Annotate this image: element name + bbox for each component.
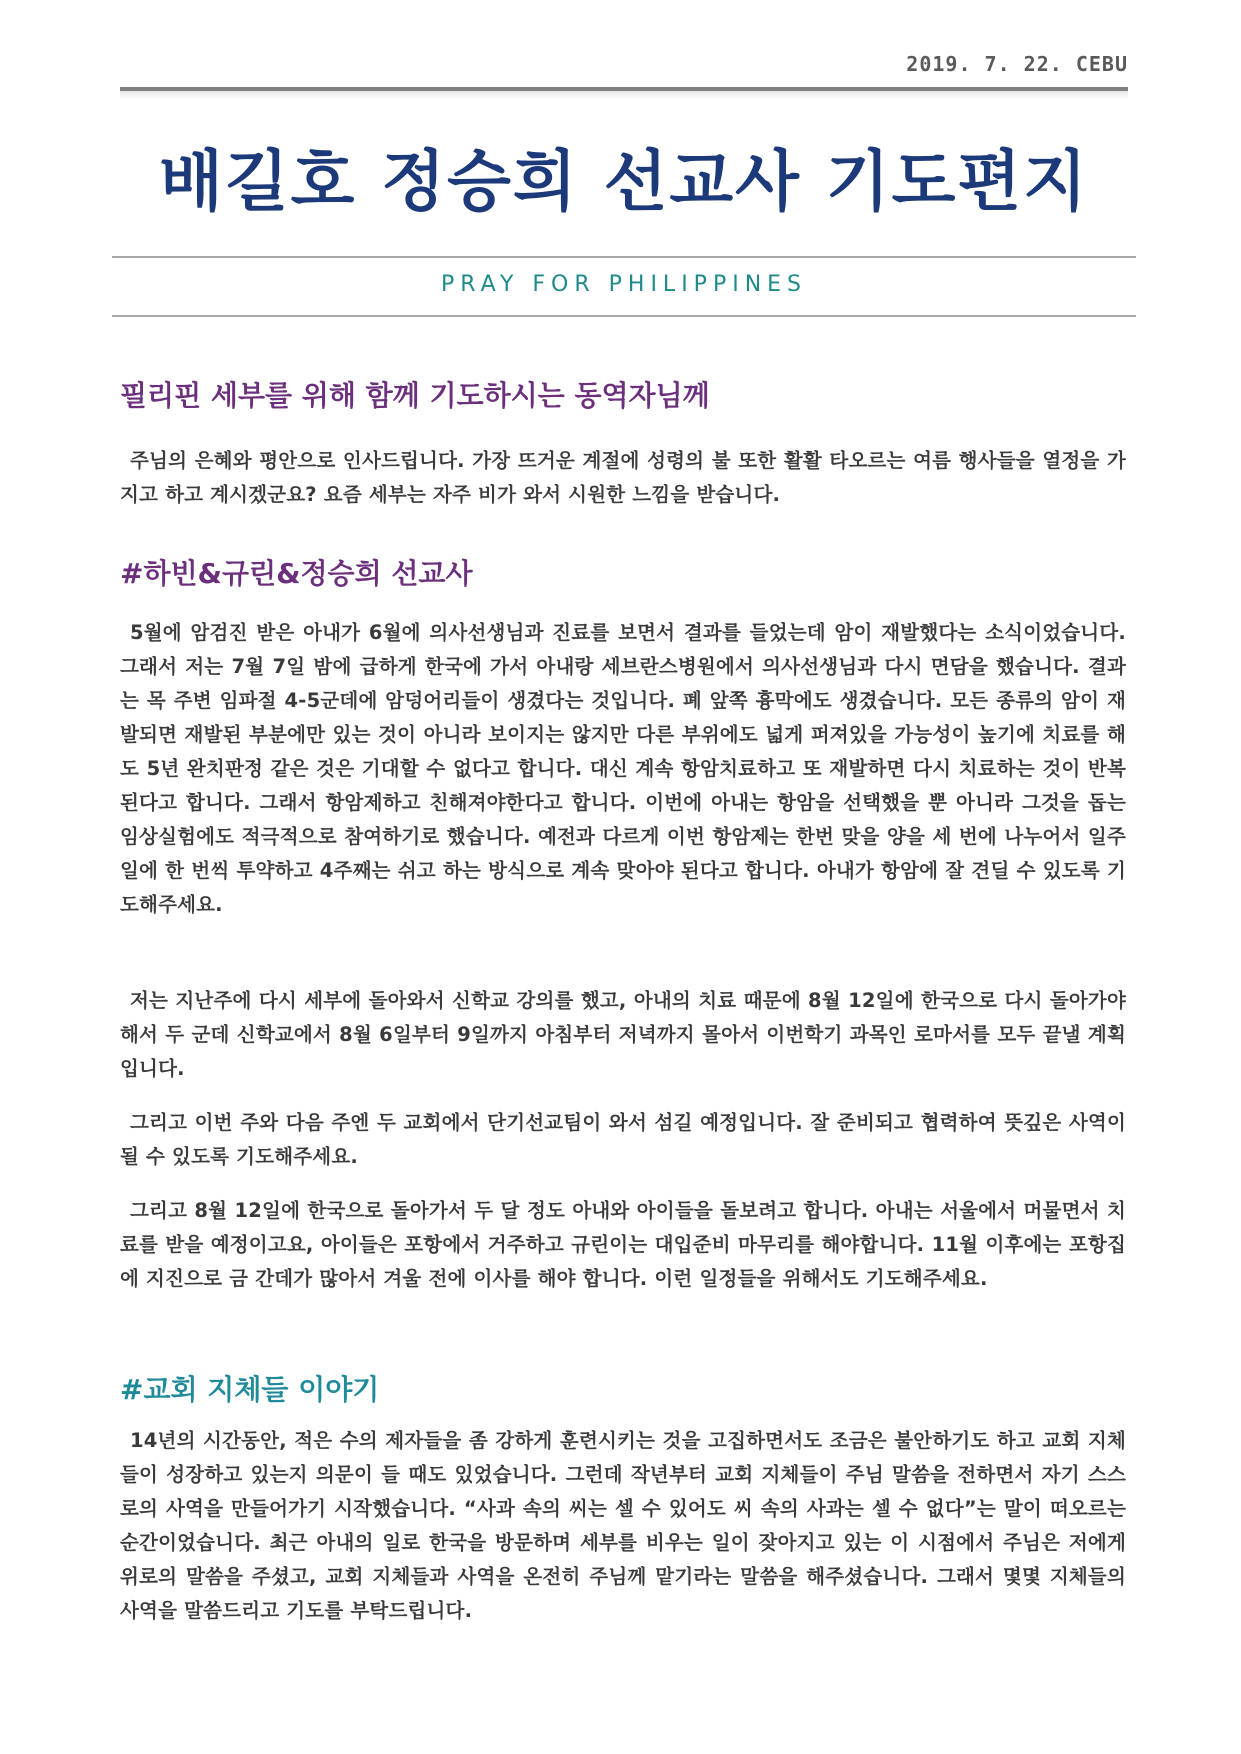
date-location: 2019. 7. 22. CEBU <box>906 52 1128 76</box>
family-paragraph-4: 그리고 8월 12일에 한국으로 돌아가서 두 달 정도 아내와 아이들을 돌보려고 합니다. 아내는 서울에서 머물면서 치료를 받을 예정이고요, 아이들은 포항에서 거주하고 규린이는 대입준비 마무리를 해야합니다. 11월 이후에는 포항집에 지진으로 금 간데가 많아서 겨울 전에 이사를 해야 합니다. 이런 일정들을 위해서도 기도해주세요. <box>120 1199 1126 1290</box>
family-paragraph-2: 저는 지난주에 다시 세부에 돌아와서 신학교 강의를 했고, 아내의 치료 때문에 8월 12일에 한국으로 다시 돌아가야 해서 두 군데 신학교에서 8월 6일부터 9일까지 아침부터 저녁까지 몰아서 이번학기 과목인 로마서를 모두 끝낼 계획입니다. <box>120 989 1126 1080</box>
subtitle-divider-top <box>112 256 1136 258</box>
church-paragraph-1: 14년의 시간동안, 적은 수의 제자들을 좀 강하게 훈련시키는 것을 고집하면서도 조금은 불안하기도 하고 교회 지체들이 성장하고 있는지 의문이 들 때도 있었습니다. 그런데 작년부터 교회 지체들이 주님 말씀을 전하면서 자기 스스로의 사역을 만들어가기 시작했습니다. “사과 속의 씨는 셀 수 있어도 씨 속의 사과는 셀 수 없다”는 말이 떠오르는 순간이었습니다. 최근 아내의 일로 한국을 방문하며 세부를 비우는 일이 잦아지고 있는 이 시점에서 주님은 저에게 위로의 말씀을 주셨고, 교회 지체들과 사역을 온전히 주님께 맡기라는 말씀을 해주셨습니다. 그래서 몇몇 지체들의 사역을 말씀드리고 기도를 부탁드립니다. <box>120 1429 1126 1622</box>
greeting-paragraph: 주님의 은혜와 평안으로 인사드립니다. 가장 뜨거운 계절에 성령의 불 또한 활활 타오르는 여름 행사들을 열정을 가지고 하고 계시겠군요? 요즘 세부는 자주 비가 와서 시원한 느낌을 받습니다. <box>120 449 1126 506</box>
family-paragraph-3: 그리고 이번 주와 다음 주엔 두 교회에서 단기선교팀이 와서 섬길 예정입니다. 잘 준비되고 협력하여 뜻깊은 사역이 될 수 있도록 기도해주세요. <box>120 1111 1126 1168</box>
subtitle-divider-bottom <box>112 315 1136 317</box>
family-paragraph-1: 5월에 암검진 받은 아내가 6월에 의사선생님과 진료를 보면서 결과를 들었는데 암이 재발했다는 소식이었습니다. 그래서 저는 7월 7일 밤에 급하게 한국에 가서 아내랑 세브란스병원에서 의사선생님과 다시 면담을 했습니다. 결과는 목 주변 임파절 4-5군데에 암덩어리들이 생겼다는 것입니다. 폐 앞쪽 흉막에도 생겼습니다. 모든 종류의 암이 재발되면 재발된 부분에만 있는 것이 아니라 보이지는 않지만 다른 부위에도 넓게 퍼져있을 가능성이 높기에 치료를 해도 5년 완치판정 같은 것은 기대할 수 없다고 합니다. 대신 계속 항암치료하고 또 재발하면 다시 치료하는 것이 반복된다고 합니다. 그래서 항암제하고 친해져야한다고 합니다. 이번에 아내는 항암을 선택했을 뿐 아니라 그것을 돕는 임상실험에도 적극적으로 참여하기로 했습니다. 예전과 다르게 이번 항암제는 한번 맞을 양을 세 번에 나누어서 일주일에 한 번씩 투약하고 4주째는 쉬고 하는 방식으로 계속 맞아야 된다고 합니다. 아내가 항암에 잘 견딜 수 있도록 기도해주세요. <box>120 621 1126 916</box>
greeting-heading: 필리핀 세부를 위해 함께 기도하시는 동역자님께 <box>120 379 710 412</box>
section-heading-family: #하빈&규린&정승희 선교사 <box>120 557 473 590</box>
top-divider-shadow <box>120 91 1128 99</box>
page-title: 배길호 정승희 선교사 기도편지 <box>159 143 1089 220</box>
section-heading-church: #교회 지체들 이야기 <box>120 1373 380 1406</box>
page-subtitle: PRAY FOR PHILIPPINES <box>440 272 808 297</box>
